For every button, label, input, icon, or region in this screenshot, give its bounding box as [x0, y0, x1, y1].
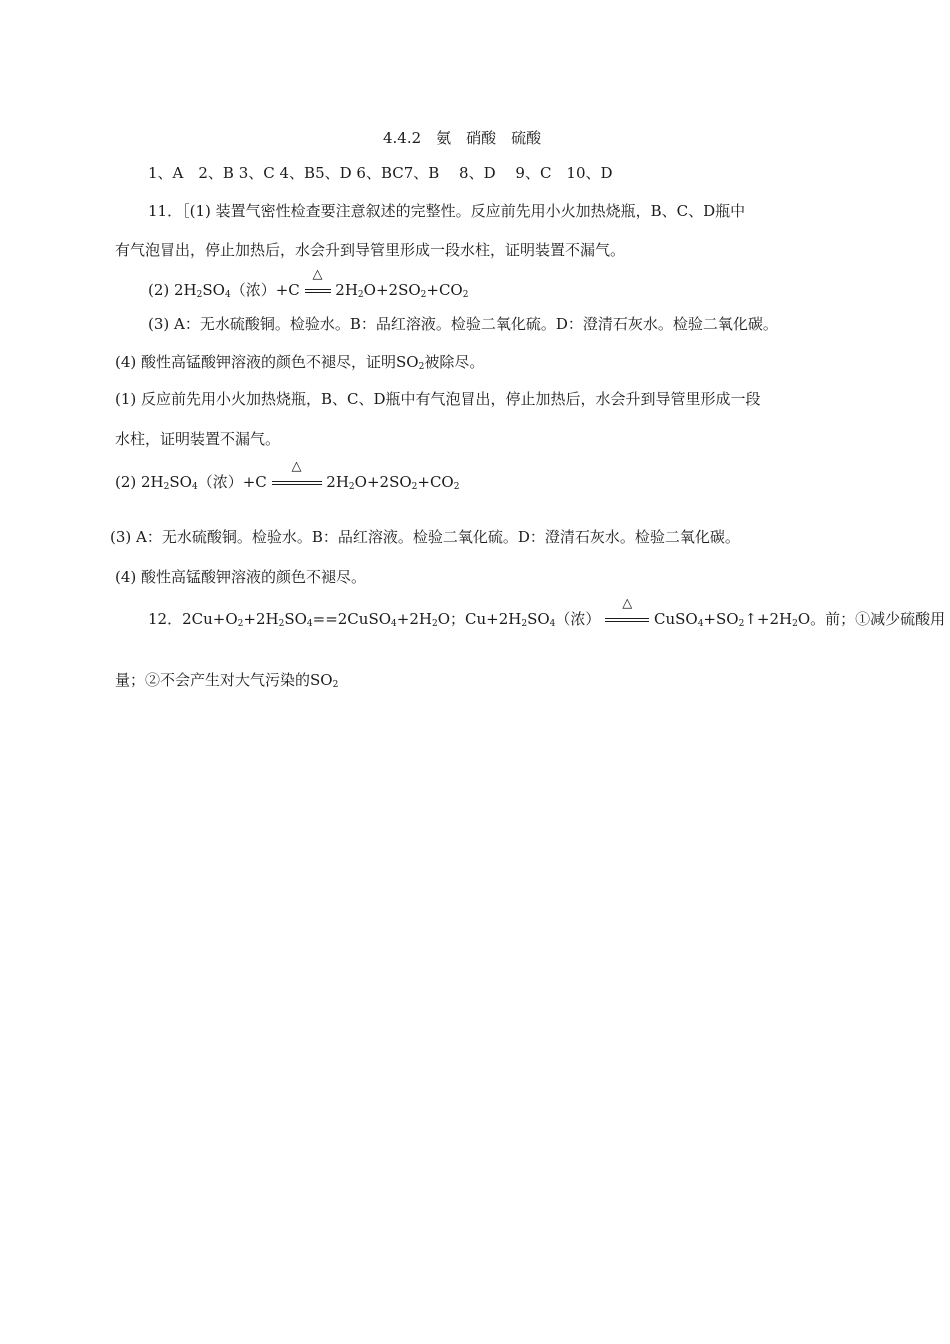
q11-part2-equation: (2) $2H_2SO_4$（浓）+C △ $2H_2O+2SO_2+CO_2$ [148, 267, 469, 300]
q12-line2: 量；②不会产生对大气污染的$SO_2$ [115, 671, 339, 690]
q12-line1: 12．$2Cu+O_2+2H_2SO_4==2CuSO_4+2H_2O$；$Cu+2H_2SO_4$（浓） △ $CuSO_4+SO_2↑+2H_2O$。前；①减少硫酸用 [148, 596, 946, 629]
heat-condition-icon: △ [305, 280, 331, 300]
q11-repeat-part2-equation: (2) $2H_2SO_4$（浓）+C △ $2H_2O+2SO_2+CO_2$ [115, 459, 460, 492]
q11-part1-line2: 有气泡冒出，停止加热后，水会升到导管里形成一段水柱，证明装置不漏气。 [115, 241, 626, 259]
mc-answers: 1、A 2、B 3、C 4、B5、D 6、BC7、B 8、D 9、C 10、D [148, 164, 613, 182]
q11-repeat-part1-line1: (1) 反应前先用小火加热烧瓶，B、C、D瓶中有气泡冒出，停止加热后，水会升到导管里形成一段 [115, 390, 761, 408]
heat-condition-icon: △ [605, 609, 649, 629]
q11-part3: (3) A：无水硫酸铜。检验水。B：品红溶液。检验二氧化硫。D：澄清石灰水。检验二氧化碳。 [148, 315, 778, 333]
q11-repeat-part3: (3) A：无水硫酸铜。检验水。B：品红溶液。检验二氧化硫。D：澄清石灰水。检验二氧化碳。 [110, 528, 740, 546]
q11-repeat-part1-line2: 水柱，证明装置不漏气。 [115, 430, 281, 448]
q11-repeat-part4: (4) 酸性高锰酸钾溶液的颜色不褪尽。 [115, 568, 367, 586]
page-title: 4.4.2 氨 硝酸 硫酸 [383, 129, 542, 147]
heat-condition-icon: △ [272, 472, 322, 492]
q11-part4: (4) 酸性高锰酸钾溶液的颜色不褪尽，证明$SO_2$被除尽。 [115, 353, 485, 372]
q11-part1-line1: 11．［(1) 装置气密性检查要注意叙述的完整性。反应前先用小火加热烧瓶，B、C、D瓶中 [148, 202, 746, 220]
